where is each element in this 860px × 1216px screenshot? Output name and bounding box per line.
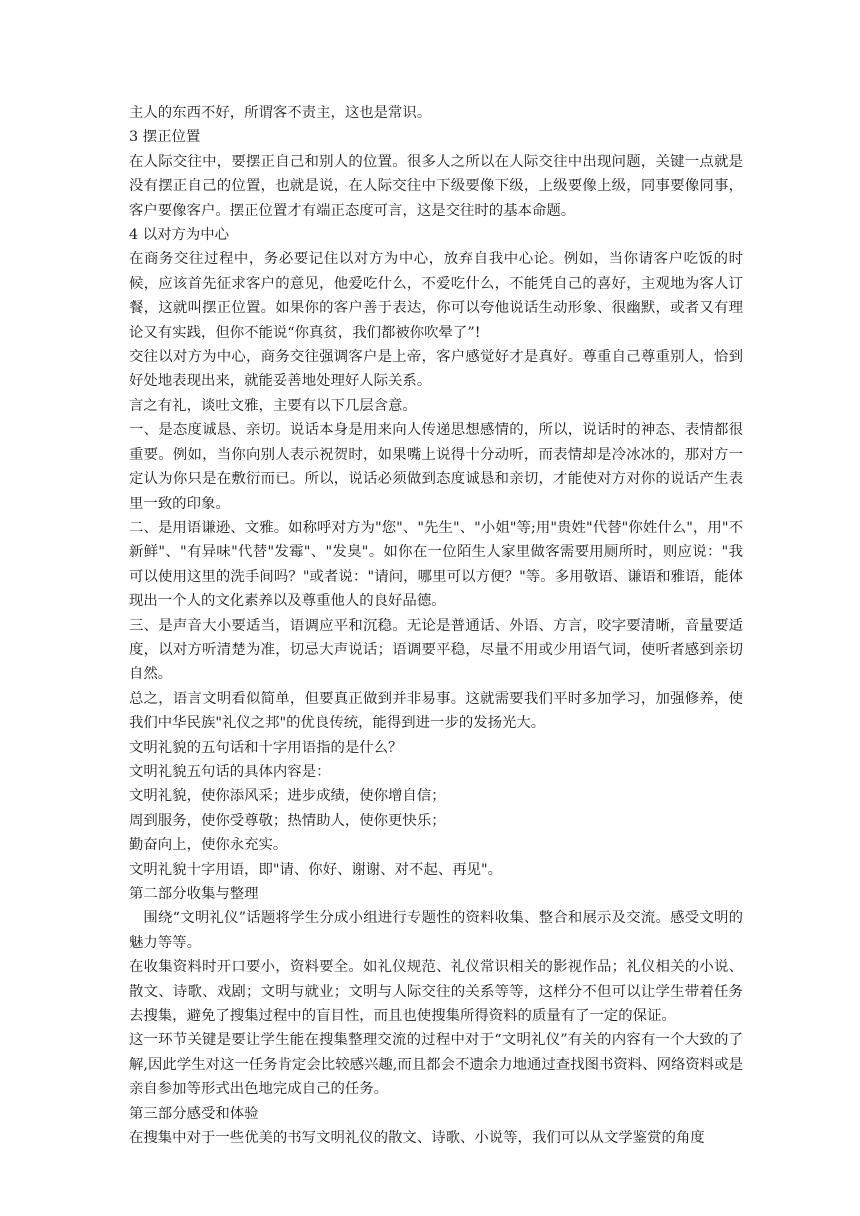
paragraph: 言之有礼，谈吐文雅，主要有以下几层含意。 [129, 397, 417, 414]
paragraph: 二、是用语谦逊、文雅。如称呼对方为"您"、"先生"、"小姐"等;用"贵姓"代替"你姓什么"，用"不新鲜"、"有异味"代替"发霉"、"发臭"。如你在一位陌生人家里做客需要用厕所时，则应说："我可以使用这里的洗手间吗？"或者说："请问，哪里可以方便？"等。多用敬语、谦语和雅语，能体现出一个人的文化素养以及尊重他人的良好品德。 [129, 519, 743, 610]
paragraph: 文明礼貌五句话的具体内容是： [129, 763, 331, 780]
paragraph: 三、是声音大小要适当，语调应平和沉稳。无论是普通话、外语、方言，咬字要清晰，音量要适度，以对方听清楚为准，切忌大声说话；语调要平稳，尽量不用或少用语气词，使听者感到亲切自然。 [129, 617, 743, 683]
list-line: 周到服务，使你受尊敬；热情助人，使你更快乐； [129, 812, 446, 829]
paragraph: 主人的东西不好，所谓客不责主，这也是常识。 [129, 105, 432, 121]
list-line: 勤奋向上，使你永充实。 [129, 837, 288, 854]
section-heading: 3 摆正位置 [129, 129, 201, 146]
paragraph: 一、是态度诚恳、亲切。说话本身是用来向人传递思想感情的，所以，说话时的神态、表情都很重要。例如，当你向别人表示祝贺时，如果嘴上说得十分动听，而表情却是冷冰冰的，那对方一定认为你只是在敷衍而已。所以，说话必须做到态度诚恳和亲切，才能使对方对你的说话产生表里一致的印象。 [129, 422, 743, 512]
paragraph: 这一环节关键是要让学生能在搜集整理交流的过程中对于“文明礼仪”有关的内容有一个大致的了解,因此学生对这一任务肯定会比较感兴趣,而且都会不遗余力地通过查找图书资料、网络资料或是亲自参加等形式出色地完成自己的任务。 [129, 1032, 743, 1098]
part-heading: 第三部分感受和体验 [129, 1105, 259, 1122]
paragraph: 文明礼貌十字用语，即"请、你好、谢谢、对不起、再见"。 [129, 861, 503, 878]
paragraph: 在收集资料时开口要小，资料要全。如礼仪规范、礼仪常识相关的影视作品；礼仪相关的小说、散文、诗歌、戏剧；文明与就业；文明与人际交往的关系等等，这样分不但可以让学生带着任务去搜集，避免了搜集过程中的盲目性，而且也使搜集所得资料的质量有了一定的保证。 [129, 959, 743, 1025]
paragraph: 在人际交往中，要摆正自己和别人的位置。很多人之所以在人际交往中出现问题，关键一点就是没有摆正自己的位置，也就是说，在人际交往中下级要像下级，上级要像上级，同事要像同事，客户要像客户。摆正位置才有端正态度可言，这是交往时的基本命题。 [129, 153, 743, 219]
paragraph: 在商务交往过程中，务必要记住以对方为中心，放弃自我中心论。例如，当你请客户吃饭的时候，应该首先征求客户的意见，他爱吃什么，不爱吃什么，不能凭自己的喜好，主观地为客人订餐，这就叫摆正位置。如果你的客户善于表达，你可以夸他说话生动形象、很幽默，或者又有理论又有实践，但你不能说“你真贫，我们都被你吹晕了”! [129, 251, 743, 341]
paragraph: 总之，语言文明看似简单，但要真正做到并非易事。这就需要我们平时多加学习，加强修养，使我们中华民族"礼仪之邦"的优良传统，能得到进一步的发扬光大。 [129, 690, 743, 732]
document-page [129, 101, 743, 1150]
paragraph: 在搜集中对于一些优美的书写文明礼仪的散文、诗歌、小说等，我们可以从文学鉴赏的角度 [129, 1130, 705, 1147]
list-line: 文明礼貌，使你添风采；进步成绩，使你增自信； [129, 788, 446, 805]
part-heading: 第二部分收集与整理 [129, 886, 259, 902]
paragraph: 围绕“文明礼仪”话题将学生分成小组进行专题性的资料收集、整合和展示及交流。感受文明的魅力等等。 [129, 910, 743, 951]
paragraph: 交往以对方为中心，商务交往强调客户是上帝，客户感觉好才是真好。尊重自己尊重别人，恰到好处地表现出来，就能妥善地处理好人际关系。 [129, 349, 743, 390]
section-heading: 4 以对方为中心 [129, 227, 230, 244]
question-heading: 文明礼貌的五句话和十字用语指的是什么？ [129, 739, 403, 756]
